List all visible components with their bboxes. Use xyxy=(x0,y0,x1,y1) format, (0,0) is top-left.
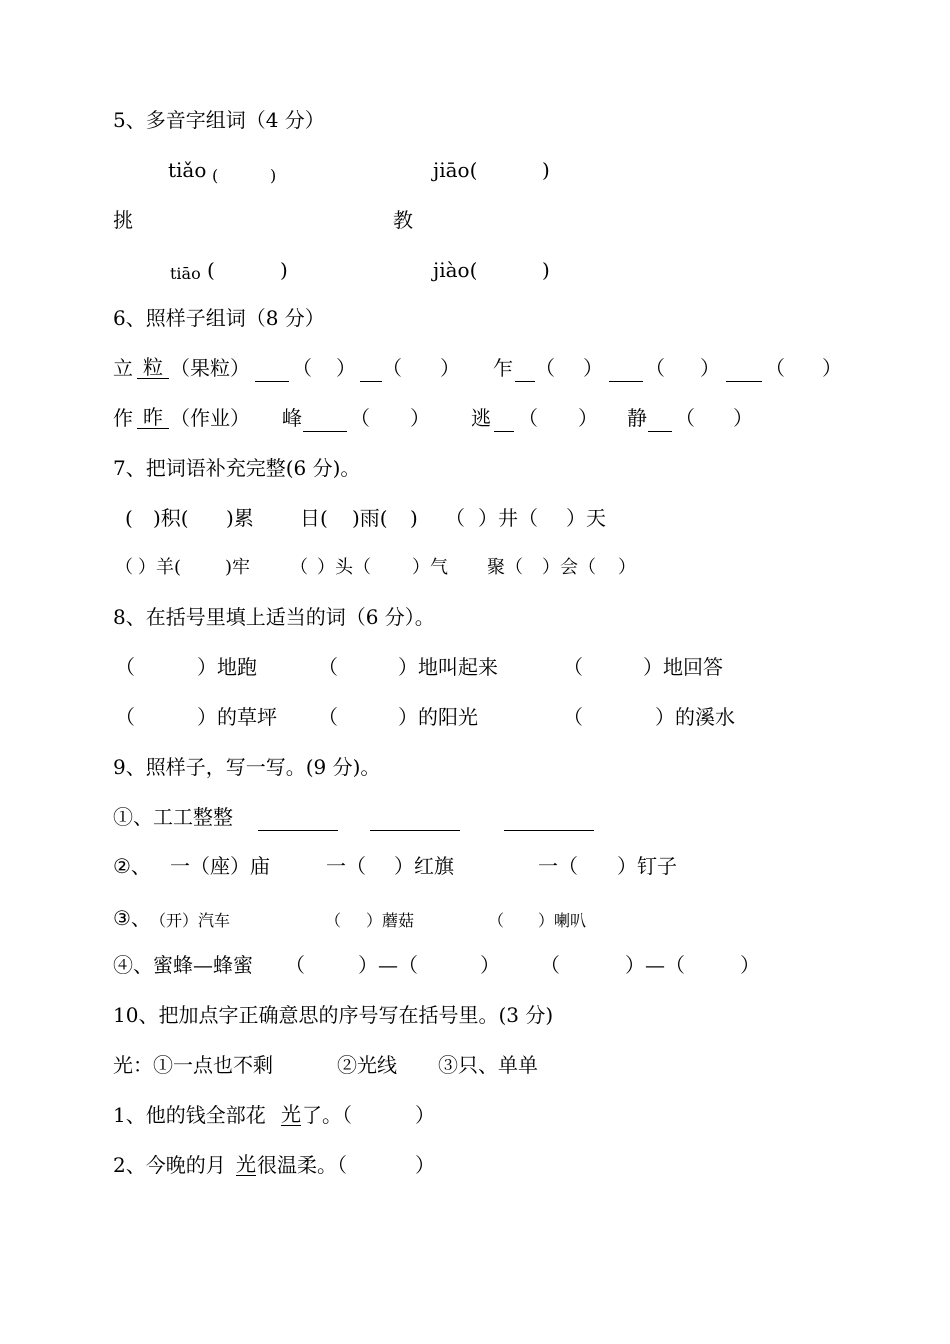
paren-open: （ xyxy=(318,655,338,679)
phrase: ）的溪水 xyxy=(655,705,735,729)
q9-line-2 xyxy=(0,854,950,880)
idiom-part: 聚（ xyxy=(487,557,523,578)
phrase: ）的草坪 xyxy=(197,705,277,729)
phrase: ）地回答 xyxy=(643,655,723,679)
sentence-text: 很温柔。（ xyxy=(257,1153,347,1177)
paren-close: ） xyxy=(415,1103,435,1127)
char-tiao: 挑 xyxy=(113,208,133,232)
answer-blank[interactable] xyxy=(303,431,347,432)
q8-row-2 xyxy=(0,705,950,731)
q5-char-row xyxy=(0,208,950,234)
q9-line-3 xyxy=(0,906,950,932)
q10-sentence-2 xyxy=(0,1153,950,1179)
q10-title: 10、把加点字正确意思的序号写在括号里。(3 分) xyxy=(113,1003,554,1027)
idiom-part: ）头（ xyxy=(317,557,371,578)
q5-pinyin-row-top xyxy=(0,158,950,184)
paren-close: ） xyxy=(336,356,356,380)
q7-row-2 xyxy=(0,556,950,582)
answer-blank[interactable] xyxy=(504,830,594,831)
q6-title: 6、照样子组词（8 分） xyxy=(113,306,325,330)
paren-close: ） xyxy=(578,406,598,430)
q6-row-2 xyxy=(0,406,950,434)
example-phrase: （开）汽车 xyxy=(150,911,231,930)
q9-line-4 xyxy=(0,953,950,979)
q9-line-1 xyxy=(0,805,950,833)
q5-pinyin-row-bottom xyxy=(0,258,950,284)
paren-open: ( xyxy=(212,166,219,185)
paren-open: （ xyxy=(535,356,555,380)
paren-close: ） xyxy=(415,1153,435,1177)
dotted-key-char: 光 xyxy=(236,1152,256,1176)
option: ②光线 xyxy=(337,1053,397,1077)
q8-title: 8、在括号里填上适当的词（6 分）。 xyxy=(113,605,435,629)
answer-blank[interactable] xyxy=(609,381,643,382)
char: 静 xyxy=(627,406,647,430)
char-jiao: 教 xyxy=(393,208,413,232)
idiom-part: ）天 xyxy=(566,506,606,530)
char: 峰 xyxy=(282,406,302,430)
example-word: （果粒） xyxy=(170,356,250,380)
example-pair: ④、蜜蜂—蜂蜜 xyxy=(113,953,253,977)
pinyin-tiao3: tiǎo xyxy=(168,158,207,182)
sentence-text: 1、他的钱全部花 xyxy=(113,1103,266,1127)
paren-close: ） xyxy=(440,356,460,380)
answer-blank[interactable] xyxy=(515,381,535,382)
answer-blank[interactable] xyxy=(494,431,514,432)
paren-close: ） xyxy=(583,356,603,380)
char: 作 xyxy=(113,406,133,430)
q6-row-1 xyxy=(0,356,950,384)
phrase: ）—（ xyxy=(625,953,685,977)
idiom-part: 日( xyxy=(300,506,328,530)
paren-open: ( xyxy=(207,258,215,282)
paren-close: ) xyxy=(270,166,277,185)
phrase: 一（ xyxy=(326,854,366,878)
paren-close: ) xyxy=(542,258,550,282)
char: 立 xyxy=(113,356,133,380)
answer-blank[interactable] xyxy=(648,431,672,432)
idiom-part: ( xyxy=(125,506,133,530)
paren-close: ） xyxy=(822,356,842,380)
paren-open: （ xyxy=(518,406,538,430)
answer-blank[interactable] xyxy=(258,830,338,831)
paren-open: （ xyxy=(675,406,695,430)
q9-title: 9、照样子，写一写。(9 分)。 xyxy=(113,755,381,779)
idiom-part: )雨( xyxy=(352,506,388,530)
item-number: ③、 xyxy=(113,906,151,930)
example-word: （作业） xyxy=(170,406,250,430)
q7-row-1 xyxy=(0,506,950,532)
paren-open: （ xyxy=(115,655,135,679)
phrase: ）的阳光 xyxy=(398,705,478,729)
phrase: ）地跑 xyxy=(197,655,257,679)
paren-open: （ xyxy=(350,406,370,430)
paren-close: ） xyxy=(700,356,720,380)
answer-blank[interactable] xyxy=(360,381,382,382)
paren-open: （ xyxy=(292,356,312,380)
phrase: ）蘑菇 xyxy=(366,911,415,930)
paren-open: （ xyxy=(382,356,402,380)
paren-open: （ xyxy=(115,705,135,729)
paren-close: ) xyxy=(542,158,550,182)
sentence-text: 2、今晚的月 xyxy=(113,1153,226,1177)
q7-title: 7、把词语补充完整(6 分)。 xyxy=(113,456,361,480)
paren-close: ） xyxy=(740,953,760,977)
paren-open: （ xyxy=(318,705,338,729)
idiom-part: （ xyxy=(115,557,133,578)
q8-row-1 xyxy=(0,655,950,681)
example-char: 粒 xyxy=(137,356,169,379)
answer-blank[interactable] xyxy=(726,381,762,382)
q5-title: 5、多音字组词（4 分） xyxy=(113,108,325,132)
idiom-part: )积( xyxy=(153,506,189,530)
item-number: ②、 xyxy=(113,854,151,878)
idiom-part: ）会（ xyxy=(542,557,596,578)
phrase: ）喇叭 xyxy=(538,911,587,930)
paren-open: （ xyxy=(488,911,505,930)
idiom-part: （ xyxy=(445,506,465,530)
paren-open: （ xyxy=(563,705,583,729)
example-word: ①、工工整整 xyxy=(113,805,233,829)
char: 乍 xyxy=(493,356,513,380)
pinyin-jiao1: jiāo( xyxy=(433,158,478,182)
q10-sentence-1 xyxy=(0,1103,950,1129)
example-phrase: 一（座）庙 xyxy=(170,854,270,878)
phrase: ）钉子 xyxy=(617,854,677,878)
paren-close: ） xyxy=(733,406,753,430)
pinyin-jiao4: jiào( xyxy=(433,258,478,282)
answer-blank[interactable] xyxy=(370,830,460,831)
char: 逃 xyxy=(471,406,491,430)
idiom-part: （ xyxy=(290,557,308,578)
idiom-part: )牢 xyxy=(225,557,251,578)
option: 光：①一点也不剩 xyxy=(113,1053,273,1077)
phrase: ）—（ xyxy=(358,953,418,977)
paren-open: （ xyxy=(285,953,305,977)
paren-close: ） xyxy=(410,406,430,430)
idiom-part: ） xyxy=(618,557,636,578)
phrase: 一（ xyxy=(538,854,578,878)
idiom-part: ）羊( xyxy=(138,557,182,578)
paren-open: （ xyxy=(765,356,785,380)
idiom-part: ）井（ xyxy=(478,506,538,530)
q10-options xyxy=(0,1053,950,1079)
option: ③只、单单 xyxy=(438,1053,538,1077)
idiom-part: )累 xyxy=(226,506,254,530)
phrase: ）地叫起来 xyxy=(398,655,498,679)
paren-close: ) xyxy=(280,258,288,282)
phrase: ）红旗 xyxy=(394,854,454,878)
paren-close: ） xyxy=(480,953,500,977)
idiom-part: ) xyxy=(410,506,418,530)
paren-open: （ xyxy=(563,655,583,679)
sentence-text: 了。（ xyxy=(302,1103,352,1127)
pinyin-tiao1: tiāo xyxy=(170,264,201,283)
paren-open: （ xyxy=(540,953,560,977)
paren-open: （ xyxy=(645,356,665,380)
example-char: 昨 xyxy=(137,406,169,429)
dotted-key-char: 光 xyxy=(281,1102,301,1126)
answer-blank[interactable] xyxy=(255,381,289,382)
paren-open: （ xyxy=(325,911,342,930)
idiom-part: ）气 xyxy=(412,557,448,578)
